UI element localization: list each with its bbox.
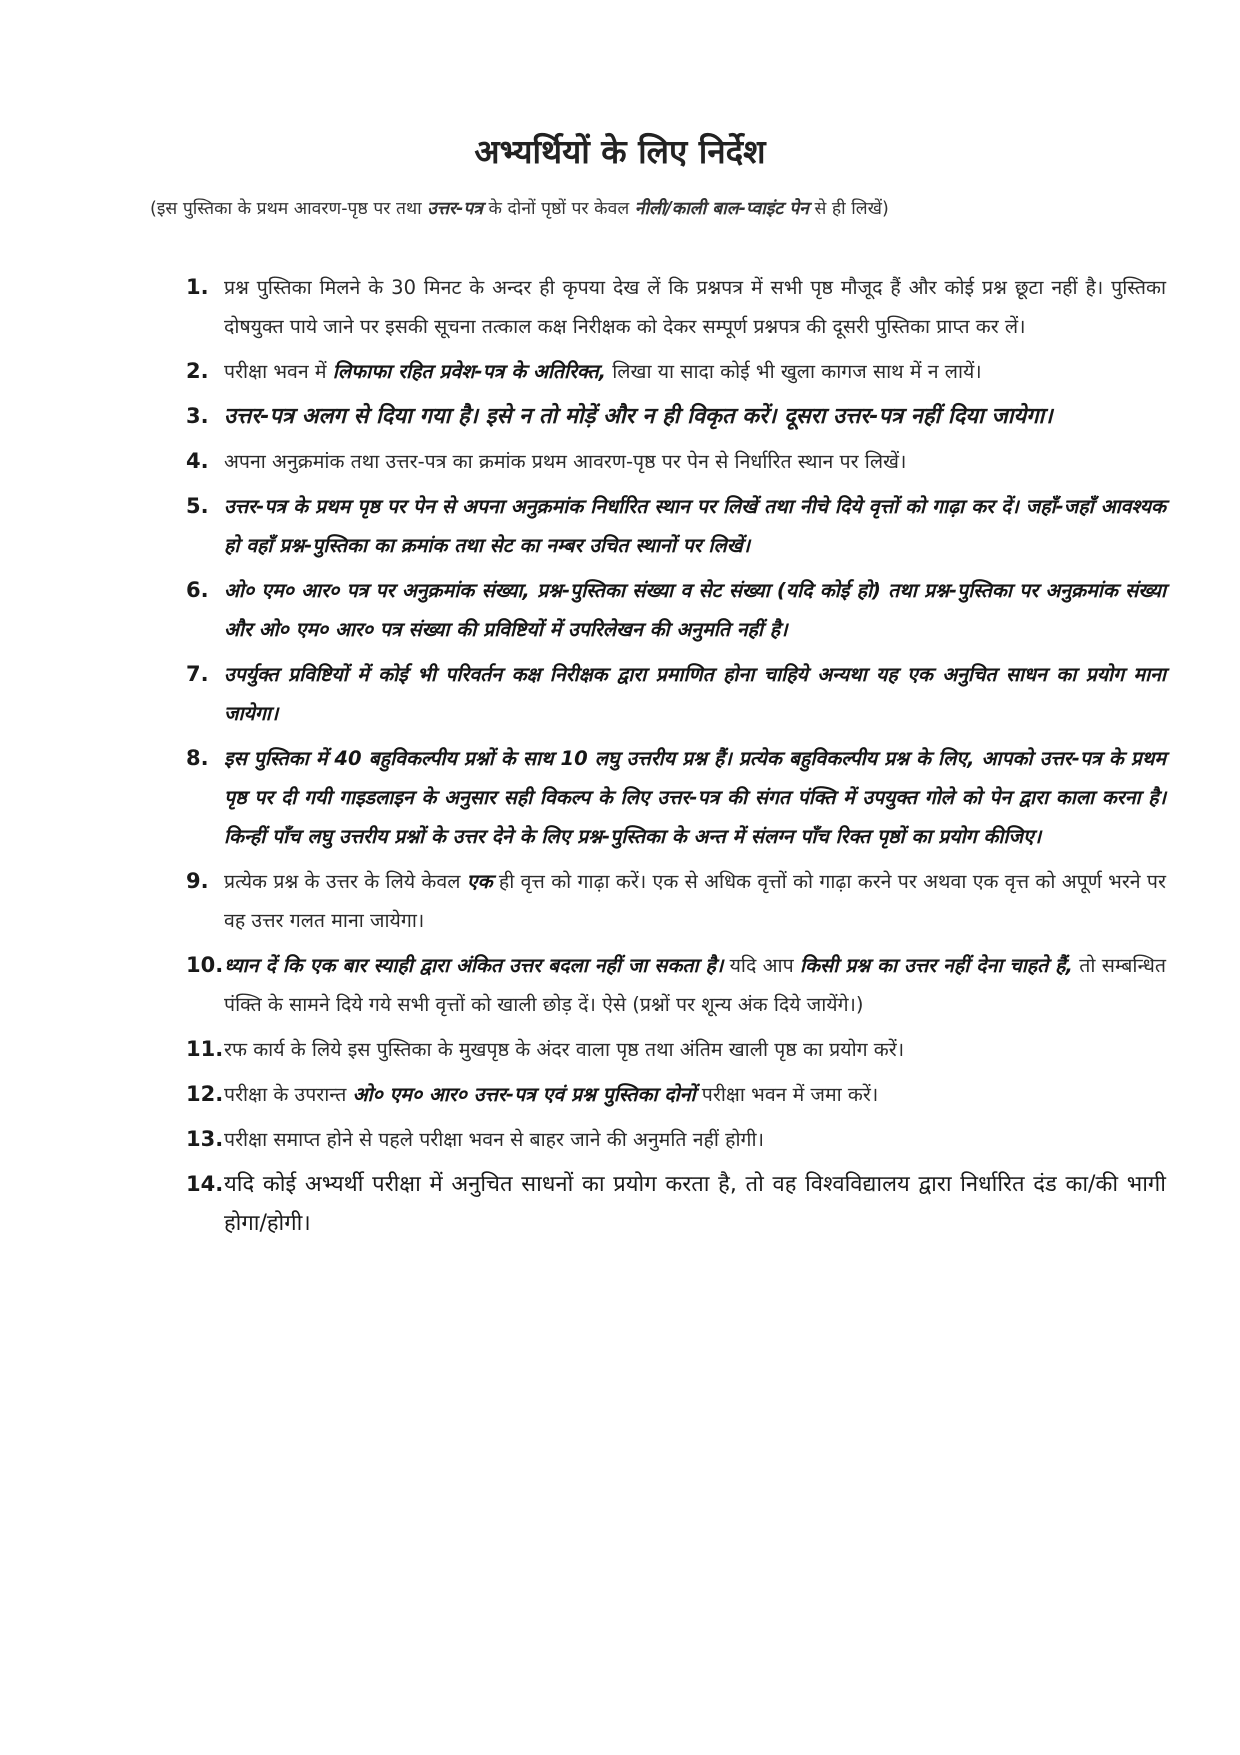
subtitle-emphasis-1: उत्तर-पत्र (427, 199, 483, 219)
instruction-text: तो सम्बन्धित पंक्ति के सामने दिये गये सभी वृत्तों को खाली छोड़ दें। ऐसे (प्रश्नों पर शून्य अंक दिये जायेंगे।) (224, 954, 1166, 1016)
instruction-number: 3. (186, 404, 209, 428)
instruction-text: लिखा या सादा कोई भी खुला कागज साथ में न लायें। (606, 360, 982, 383)
instruction-emphasis: उपर्युक्त प्रविष्टियों में कोई भी परिवर्तन कक्ष निरीक्षक द्वारा प्रमाणित होना चाहिये अन्यथा यह एक अनुचित साधन का प्रयोग माना जायेगा। (224, 663, 1166, 725)
instruction-item-1 (186, 268, 1166, 346)
instruction-item-6 (186, 571, 1166, 649)
instruction-list (186, 268, 1166, 1249)
instruction-item-14 (186, 1165, 1166, 1243)
instruction-text: रफ कार्य के लिये इस पुस्तिका के मुखपृष्ठ के अंदर वाला पृष्ठ तथा अंतिम खाली पृष्ठ का प्रयोग करें। (224, 1038, 905, 1061)
instruction-text: परीक्षा के उपरान्त (224, 1083, 353, 1106)
instruction-item-11 (186, 1030, 1166, 1069)
instruction-item-4 (186, 442, 1166, 481)
instruction-emphasis: लिफाफा रहित प्रवेश-पत्र के अतिरिक्त, (332, 360, 607, 383)
instruction-item-9 (186, 862, 1166, 940)
instruction-number: 10. (186, 953, 224, 977)
instruction-number: 5. (186, 494, 209, 518)
instruction-text: अपना अनुक्रमांक तथा उत्तर-पत्र का क्रमांक प्रथम आवरण-पृष्ठ पर पेन से निर्धारित स्थान पर लिखें। (224, 450, 907, 473)
instruction-item-8 (186, 739, 1166, 856)
instruction-number: 6. (186, 578, 209, 602)
instruction-number: 2. (186, 359, 209, 383)
page-title: अभ्यर्थियों के लिए निर्देश (474, 132, 766, 171)
instruction-text: परीक्षा समाप्त होने से पहले परीक्षा भवन से बाहर जाने की अनुमति नहीं होगी। (224, 1128, 764, 1151)
instruction-emphasis: इस पुस्तिका में 40 बहुविकल्पीय प्रश्नों के साथ 10 लघु उत्तरीय प्रश्न हैं। प्रत्येक बहुविकल्पीय प्रश्न के लिए, आपको उत्तर-पत्र के प्रथम पृष्ठ पर दी गयी गाइडलाइन के अनुसार सही विकल्प के लिए उत्तर-पत्र की संगत पंक्ति में उपयुक्त गोले को पेन द्वारा काला करना है। किन्हीं पाँच लघु उत्तरीय प्रश्नों के उत्तर देने के लिए प्रश्न-पुस्तिका के अन्त में संलग्न पाँच रिक्त पृष्ठों का प्रयोग कीजिए। (224, 747, 1166, 848)
instruction-text: प्रश्न पुस्तिका मिलने के 30 मिनट के अन्दर ही कृपया देख लें कि प्रश्नपत्र में सभी पृष्ठ मौजूद हैं और कोई प्रश्न छूटा नहीं है। पुस्तिका दोषयुक्त पाये जाने पर इसकी सूचना तत्काल कक्ष निरीक्षक को देकर सम्पूर्ण प्रश्नपत्र की दूसरी पुस्तिका प्राप्त कर लें। (224, 276, 1166, 338)
instruction-emphasis: ओ० एम० आर० उत्तर-पत्र एवं प्रश्न पुस्तिका दोनों (352, 1083, 696, 1106)
page-subtitle (150, 196, 1150, 220)
instruction-emphasis: किसी प्रश्न का उत्तर नहीं देना चाहते हैं, (800, 954, 1073, 977)
instruction-number: 12. (186, 1082, 224, 1106)
instruction-number: 1. (186, 275, 209, 299)
instruction-emphasis: ओ० एम० आर० पत्र पर अनुक्रमांक संख्या, प्रश्न-पुस्तिका संख्या व सेट संख्या (यदि कोई हो) तथा प्रश्न-पुस्तिका पर अनुक्रमांक संख्या और ओ० एम० आर० पत्र संख्या की प्रविष्टियों में उपरिलेखन की अनुमति नहीं है। (224, 579, 1166, 641)
instruction-item-7 (186, 655, 1166, 733)
subtitle-text-2: के दोनों पृष्ठों पर केवल (482, 199, 635, 219)
instruction-number: 11. (186, 1037, 224, 1061)
instruction-number: 9. (186, 869, 209, 893)
instruction-text: यदि आप (723, 954, 801, 977)
instruction-text: ही वृत्त को गाढ़ा करें। एक से अधिक वृत्तों को गाढ़ा करने पर अथवा एक वृत्त को अपूर्ण भरने पर वह उत्तर गलत माना जायेगा। (224, 870, 1166, 932)
instruction-text: परीक्षा भवन में (224, 360, 333, 383)
instruction-number: 14. (186, 1172, 224, 1196)
instruction-item-10 (186, 946, 1166, 1024)
subtitle-text-3: से ही लिखें) (808, 199, 889, 219)
instruction-emphasis: उत्तर-पत्र के प्रथम पृष्ठ पर पेन से अपना अनुक्रमांक निर्धारित स्थान पर लिखें तथा नीचे दिये वृत्तों को गाढ़ा कर दें। जहाँ-जहाँ आवश्यक हो वहाँ प्रश्न-पुस्तिका का क्रमांक तथा सेट का नम्बर उचित स्थानों पर लिखें। (224, 495, 1166, 557)
subtitle-text-1: (इस पुस्तिका के प्रथम आवरण-पृष्ठ पर तथा (150, 199, 428, 219)
instruction-item-2 (186, 352, 1166, 391)
instruction-item-12 (186, 1075, 1166, 1114)
instruction-number: 4. (186, 449, 209, 473)
instruction-item-13 (186, 1120, 1166, 1159)
instruction-emphasis: उत्तर-पत्र अलग से दिया गया है। इसे न तो मोड़ें और न ही विकृत करें। दूसरा उत्तर-पत्र नहीं दिया जायेगा। (224, 404, 1053, 429)
instruction-emphasis: ध्यान दें कि एक बार स्याही द्वारा अंकित उत्तर बदला नहीं जा सकता है। (224, 954, 724, 977)
instruction-number: 8. (186, 746, 209, 770)
instruction-number: 7. (186, 662, 209, 686)
subtitle-emphasis-2: नीली/काली बाल-प्वाइंट पेन (634, 199, 809, 219)
instruction-text: यदि कोई अभ्यर्थी परीक्षा में अनुचित साधनों का प्रयोग करता है, तो वह विश्वविद्यालय द्वारा निर्धारित दंड का/की भागी होगा/होगी। (224, 1172, 1166, 1236)
instruction-text: परीक्षा भवन में जमा करें। (695, 1083, 879, 1106)
instruction-number: 13. (186, 1127, 224, 1151)
instruction-item-3 (186, 397, 1166, 436)
instruction-item-5 (186, 487, 1166, 565)
instruction-emphasis: एक (466, 870, 493, 893)
instruction-text: प्रत्येक प्रश्न के उत्तर के लिये केवल (224, 870, 467, 893)
